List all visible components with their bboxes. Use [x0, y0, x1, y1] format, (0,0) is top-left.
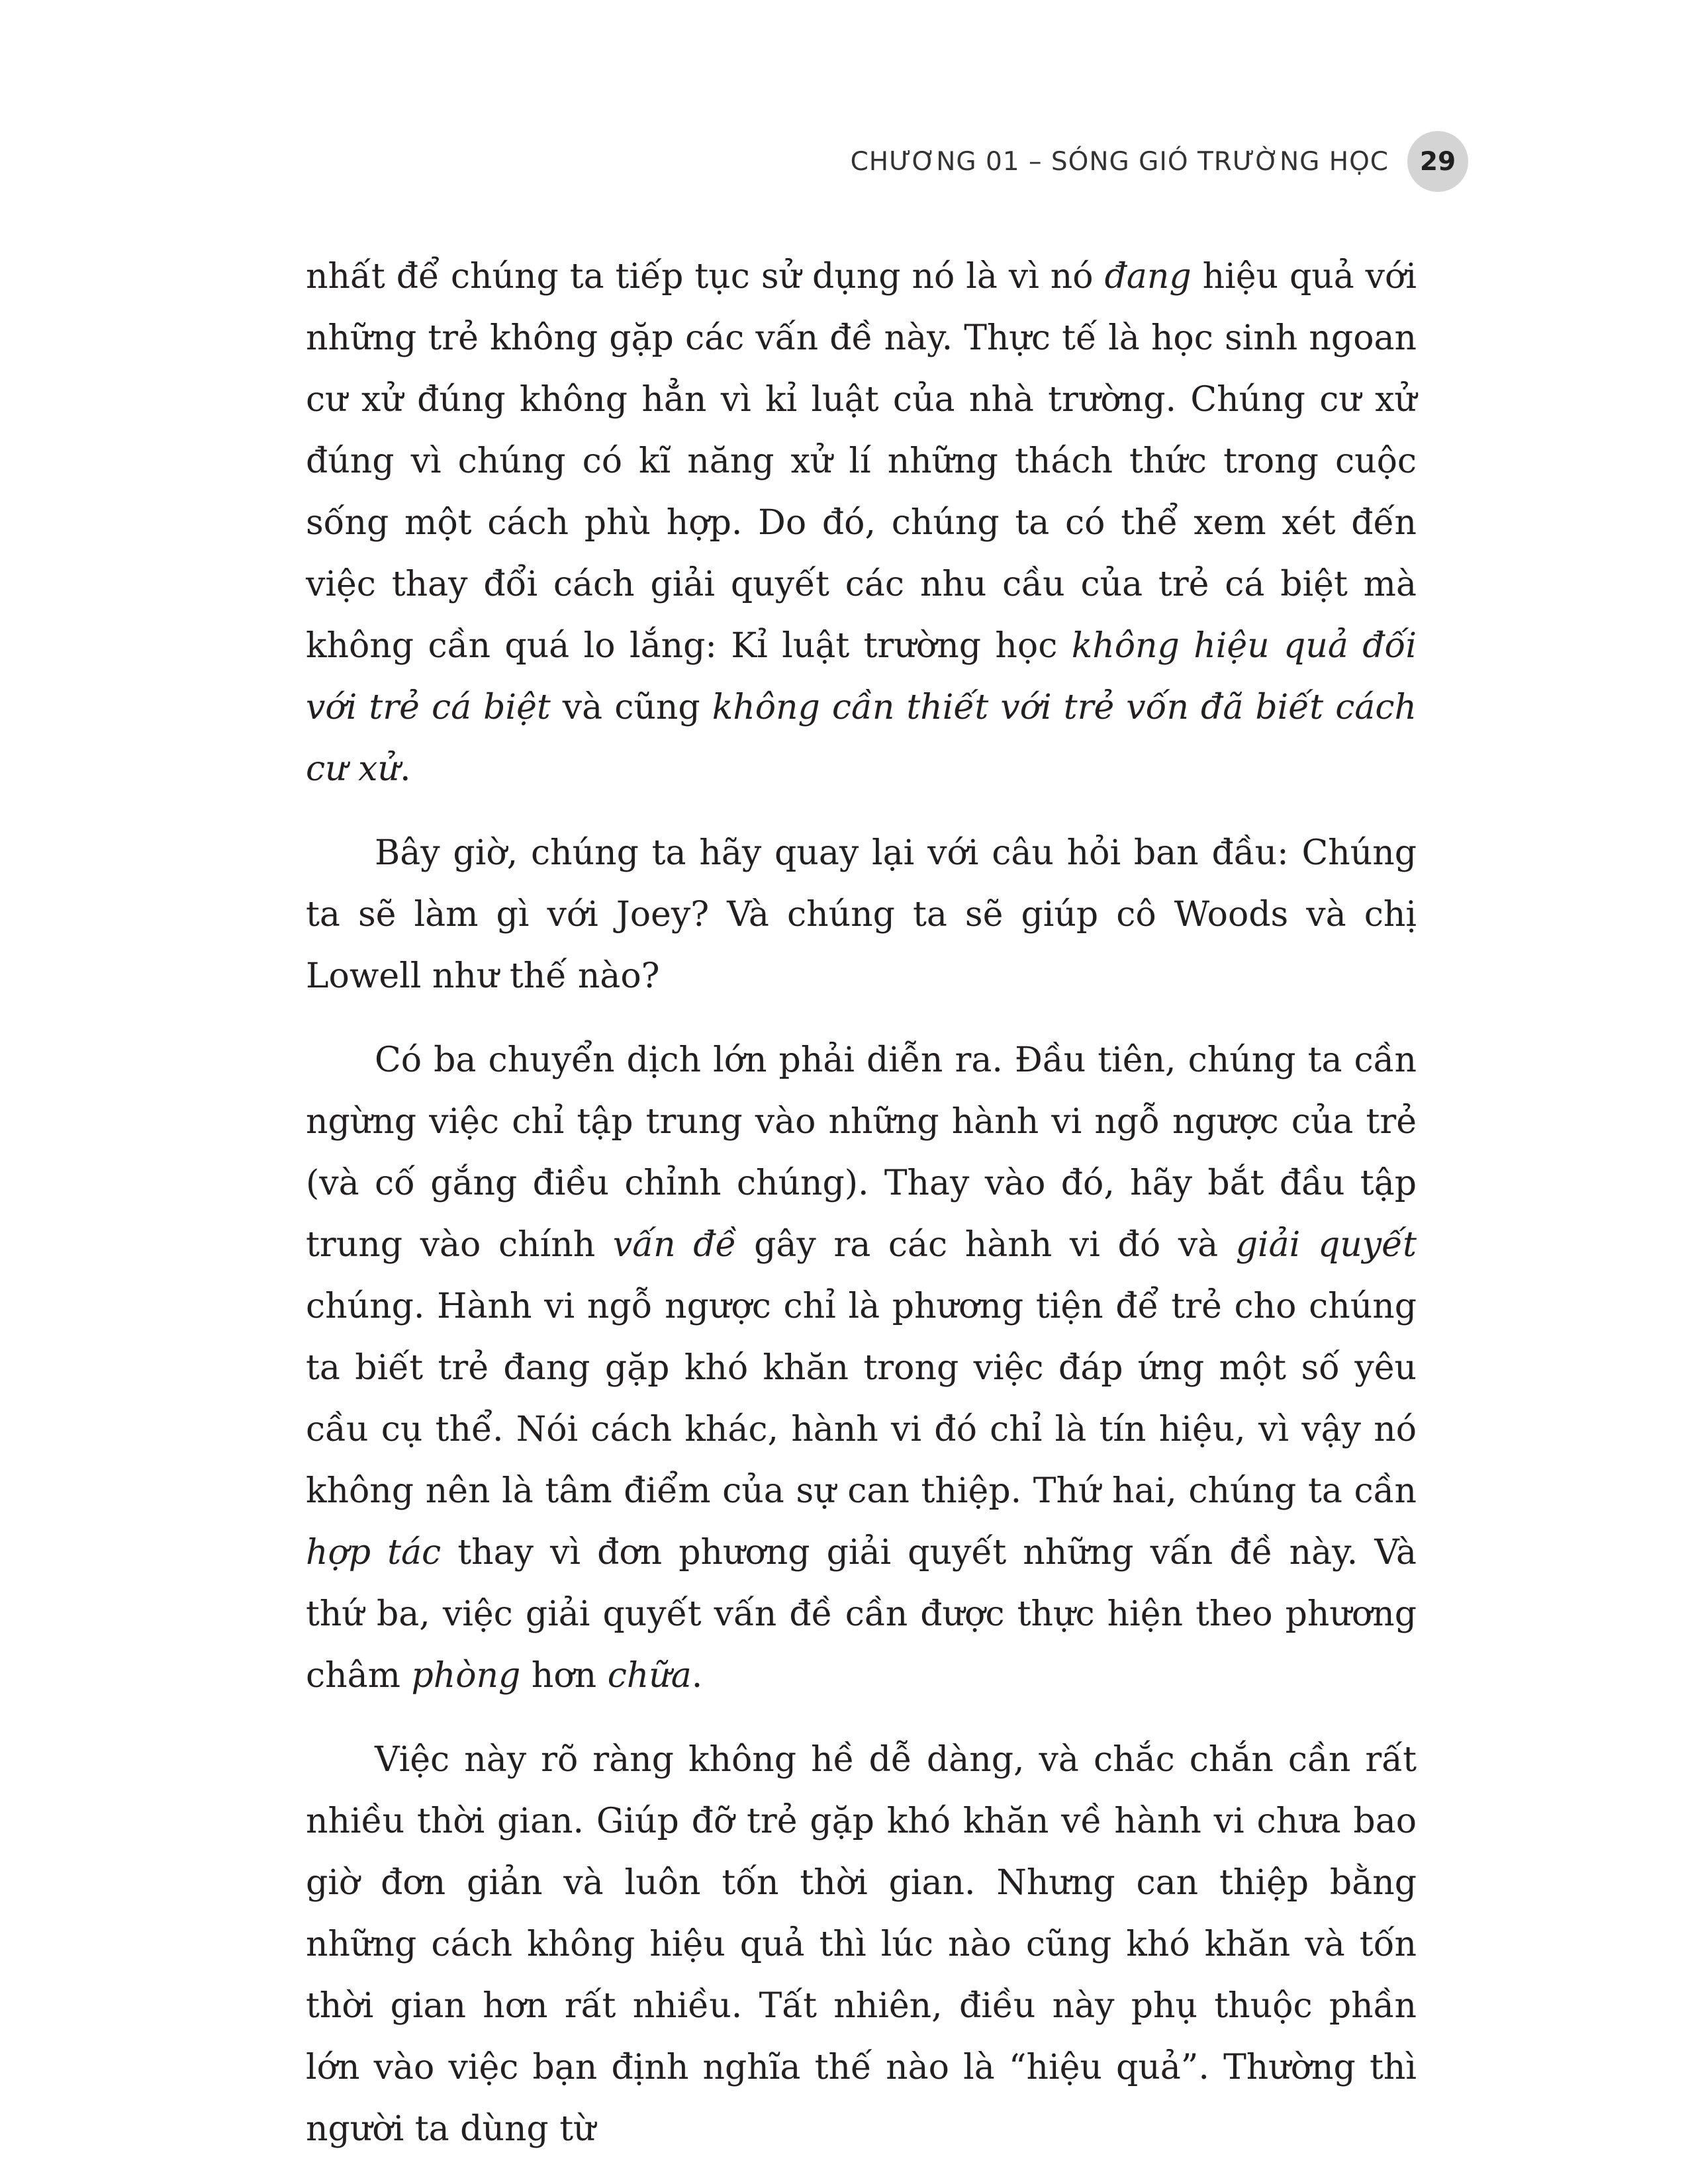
- paragraph: [306, 1729, 1417, 2160]
- text-segment: Có ba chuyển dịch lớn phải diễn ra. Đầu tiên, chúng ta cần ngừng việc chỉ tập trung vào những hành vi ngỗ ngược của trẻ (và cố gắng điều chỉnh chúng). Thay vào đó, hãy bắt đầu tập trung vào chính: [306, 1040, 1417, 1265]
- paragraph: [306, 823, 1417, 1007]
- text-segment: hiệu quả với những trẻ không gặp các vấn đề này. Thực tế là học sinh ngoan cư xử đúng không hẳn vì kỉ luật của nhà trường. Chúng cư xử đúng vì chúng có kĩ năng xử lí những thách thức trong cuộc sống một cách phù hợp. Do đó, chúng ta có thể xem xét đến việc thay đổi cách giải quyết các nhu cầu của trẻ cá biệt mà không cần quá lo lắng: Kỉ luật trường học: [306, 257, 1417, 666]
- italic-text: giải quyết: [1235, 1225, 1417, 1265]
- text-segment: .: [399, 749, 411, 789]
- text-segment: gây ra các hành vi đó và: [736, 1225, 1236, 1265]
- paragraph: [306, 246, 1417, 800]
- italic-text: không cần thiết với trẻ vốn đã biết cách cư xử: [306, 688, 1417, 789]
- italic-text: vấn đề: [612, 1225, 737, 1265]
- italic-text: phòng: [411, 1656, 521, 1696]
- italic-text: chữa: [607, 1656, 692, 1696]
- italic-text: không hiệu quả đối với trẻ cá biệt: [306, 626, 1417, 727]
- text-segment: nhất để chúng ta tiếp tục sử dụng nó là vì nó: [306, 257, 1105, 296]
- text-segment: chúng. Hành vi ngỗ ngược chỉ là phương tiện để trẻ cho chúng ta biết trẻ đang gặp khó khăn trong việc đáp ứng một số yêu cầu cụ thể. Nói cách khác, hành vi đó chỉ là tín hiệu, vì vậy nó không nên là tâm điểm của sự can thiệp. Thứ hai, chúng ta cần: [306, 1287, 1417, 1511]
- text-segment: thay vì đơn phương giải quyết những vấn đề này. Và thứ ba, việc giải quyết vấn đề cần được thực hiện theo phương châm: [306, 1533, 1417, 1696]
- text-segment: và cũng: [550, 688, 712, 727]
- text-segment: Việc này rõ ràng không hề dễ dàng, và chắc chắn cần rất nhiều thời gian. Giúp đỡ trẻ gặp khó khăn về hành vi chưa bao giờ đơn giản và luôn tốn thời gian. Nhưng can thiệp bằng những cách không hiệu quả thì lúc nào cũng khó khăn và tốn thời gian hơn rất nhiều. Tất nhiên, điều này phụ thuộc phần lớn vào việc bạn định nghĩa thế nào là “hiệu quả”. Thường thì người ta dùng từ: [306, 1740, 1417, 2149]
- italic-text: hợp tác: [306, 1533, 442, 1572]
- page-number-badge: 29: [1407, 131, 1468, 192]
- italic-text: đang: [1104, 257, 1192, 296]
- text-segment: Bây giờ, chúng ta hãy quay lại với câu hỏi ban đầu: Chúng ta sẽ làm gì với Joey? Và chúng ta sẽ giúp cô Woods và chị Lowell như thế nào?: [306, 833, 1417, 996]
- text-segment: hơn: [520, 1656, 608, 1696]
- body-text: [306, 246, 1417, 2183]
- chapter-title: CHƯƠNG 01 – SÓNG GIÓ TRƯỜNG HỌC: [850, 146, 1389, 177]
- running-header: [0, 130, 1468, 193]
- paragraph: [306, 1030, 1417, 1707]
- text-segment: .: [691, 1656, 703, 1696]
